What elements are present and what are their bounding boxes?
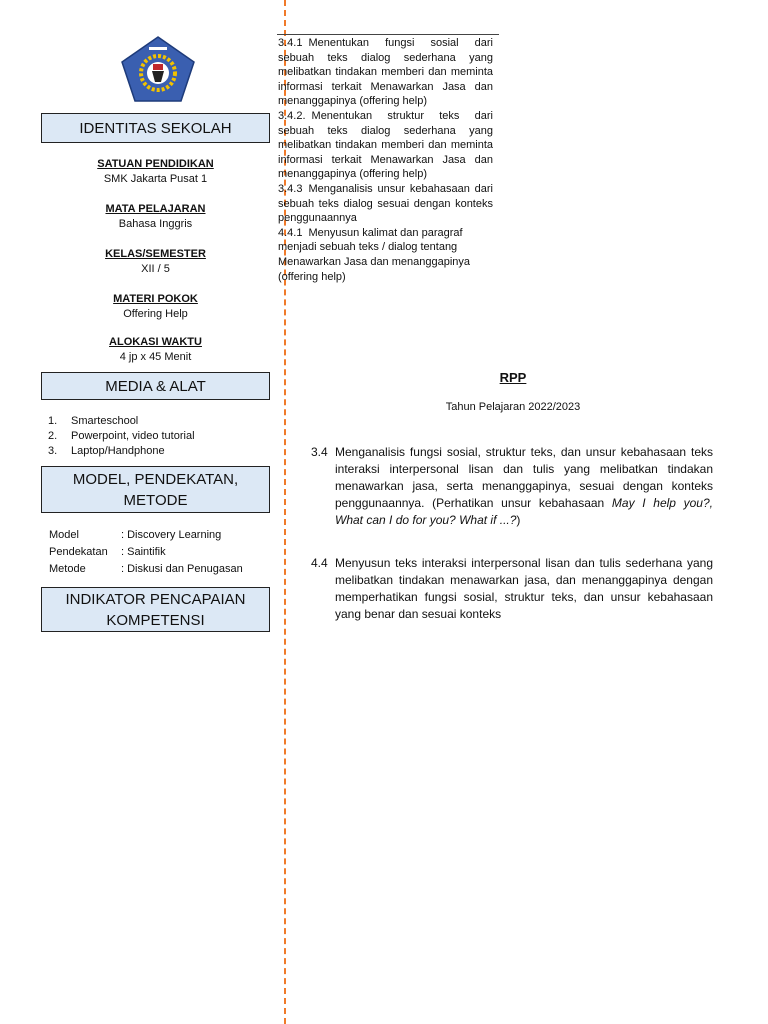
list-item [48, 429, 195, 444]
list-text: Smarteschool [71, 415, 139, 427]
indicator-item: 3.4.1 Menentukan fungsi sosial dari sebuah teks dialog sederhana yang melibatkan tindakan memberi dan meminta informasi terkait Menawarkan Jasa dan menanggapinya (offering help) [278, 37, 493, 108]
field-kelas-semester [41, 247, 270, 277]
field-mata-pelajaran [41, 202, 270, 232]
field-value: 4 jp x 45 Menit [119, 351, 192, 363]
field-alokasi-waktu [41, 335, 270, 365]
field-label: MATA PELAJARAN [105, 203, 206, 215]
kd-number: 3.4 [311, 445, 328, 459]
list-number: 2. [48, 430, 58, 442]
field-value: Bahasa Inggris [118, 218, 193, 230]
top-rule [277, 34, 499, 35]
list-text: Laptop/Handphone [71, 445, 165, 457]
kompetensi-dasar-4-4 [311, 555, 713, 623]
indicator-item: 4.4.1 Menyusun kalimat dan paragraf menjadi sebuah teks / dialog tentang Menawarkan Jasa dan menanggapinya (offering help) [278, 226, 471, 283]
field-label: SATUAN PENDIDIKAN [97, 158, 214, 170]
media-list [48, 414, 195, 459]
kompetensi-dasar-3-4 [311, 444, 713, 529]
list-item [48, 414, 195, 429]
detail-row-metode: Metode : Diskusi dan Penugasan [49, 563, 243, 575]
list-number: 3. [48, 445, 58, 457]
field-label: KELAS/SEMESTER [105, 248, 206, 260]
kd-text: Menyusun teks interaksi interpersonal lisan dan tulis sederhana yang melibatkan tindakan menawarkan jasa, dan menanggapinya dengan memperhatikan fungsi sosial, struktur teks, dan unsur kebahasaan yang benar dan sesuai konteks [335, 556, 713, 621]
model-pendekatan-metode-heading: MODEL, PENDEKATAN, METODE [41, 466, 270, 513]
kd-number: 4.4 [311, 556, 328, 570]
indicator-list [278, 36, 493, 284]
field-value: Offering Help [123, 308, 188, 320]
indicator-item: 3.4.3 Menganalisis unsur kebahasaan dari sebuah teks dialog sesuai dengan konteks penggunaannya [278, 182, 493, 225]
indikator-heading: INDIKATOR PENCAPAIAN KOMPETENSI [41, 587, 270, 632]
list-number: 1. [48, 415, 58, 427]
media-alat-heading: MEDIA & ALAT [41, 372, 270, 400]
detail-row-model: Model : Discovery Learning [49, 529, 222, 541]
list-text: Powerpoint, video tutorial [71, 430, 195, 442]
field-label: MATERI POKOK [113, 293, 198, 305]
indicator-item: 3.4.2. Menentukan struktur teks dari sebuah teks dialog sederhana yang melibatkan tindakan memberi dan meminta informasi terkait Menawarkan Jasa dan menanggapinya (offering help) [278, 109, 493, 181]
rpp-title: RPP [499, 370, 527, 385]
detail-row-pendekatan: Pendekatan : Saintifik [49, 546, 166, 558]
field-value: SMK Jakarta Pusat 1 [103, 173, 208, 185]
academic-year: Tahun Pelajaran 2022/2023 [445, 401, 581, 413]
field-label: ALOKASI WAKTU [109, 336, 202, 348]
field-satuan-pendidikan [41, 157, 270, 187]
kd-text: Menganalisis fungsi sosial, struktur teks, dan unsur kebahasaan teks interaksi interpersonal lisan dan tulis yang melibatkan tindakan menawarkan jasa, serta menanggapinya, sesuai dengan konteks penggunaannya. (Perhatikan unsur kebahasaan May I help you?, What can I do for you? What if ...?) [335, 445, 713, 527]
school-emblem-icon [120, 35, 196, 103]
field-value: XII / 5 [141, 263, 170, 275]
list-item [48, 444, 195, 459]
model-details [49, 527, 243, 578]
identitas-sekolah-heading: IDENTITAS SEKOLAH [41, 113, 270, 143]
field-materi-pokok [41, 292, 270, 322]
